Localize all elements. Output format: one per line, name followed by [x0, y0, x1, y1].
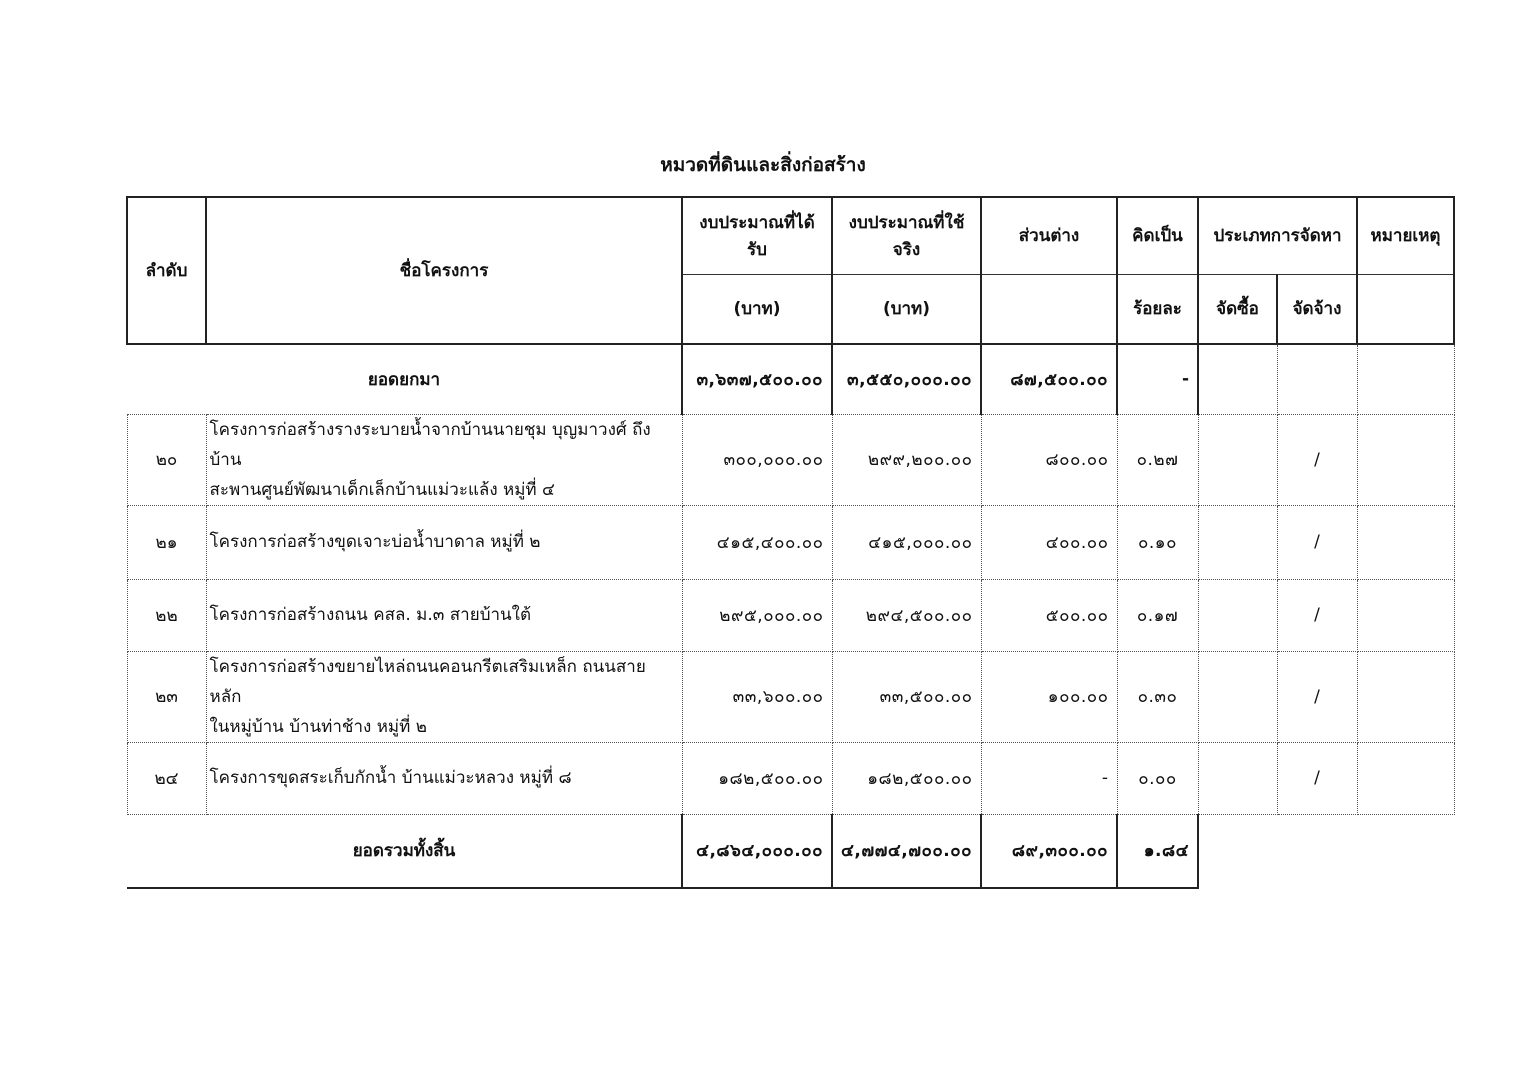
row-project-name — [206, 742, 682, 814]
header-budget-used-unit: (บาท) — [832, 274, 981, 344]
carry-forward-budget-used: ๓,๕๕๐,๐๐๐.๐๐ — [832, 344, 981, 414]
row-project-name — [206, 505, 682, 579]
total-row — [127, 814, 1454, 888]
row-project-name — [206, 414, 682, 505]
carry-forward-percent: - — [1117, 344, 1198, 414]
row-percent: ๐.๑๗ — [1117, 579, 1198, 651]
row-hire: / — [1277, 579, 1357, 651]
total-percent: ๑.๘๔ — [1117, 814, 1198, 888]
header-row-top — [127, 197, 1454, 274]
total-budget-received: ๔,๘๖๔,๐๐๐.๐๐ — [682, 814, 832, 888]
row-percent: ๐.๒๗ — [1117, 414, 1198, 505]
row-budget-used: ๑๘๒,๕๐๐.๐๐ — [832, 742, 981, 814]
header-remark: หมายเหตุ — [1357, 197, 1454, 274]
row-purchase — [1198, 579, 1277, 651]
table-row — [127, 505, 1454, 579]
row-purchase — [1198, 742, 1277, 814]
header-percent-unit: ร้อยละ — [1117, 274, 1198, 344]
total-budget-used: ๔,๗๗๔,๗๐๐.๐๐ — [832, 814, 981, 888]
header-hire: จัดจ้าง — [1277, 274, 1357, 344]
table-row — [127, 742, 1454, 814]
row-budget-used: ๒๙๙,๒๐๐.๐๐ — [832, 414, 981, 505]
row-purchase — [1198, 505, 1277, 579]
header-no: ลำดับ — [127, 197, 206, 344]
row-name-line2: สะพานศูนย์พัฒนาเด็กเล็กบ้านแม่วะแล้ง หมู่ที่ ๔ — [209, 479, 555, 500]
row-no: ๒๓ — [127, 651, 206, 742]
row-remark — [1357, 414, 1454, 505]
table-row — [127, 651, 1454, 742]
header-budget-received: งบประมาณที่ได้รับ — [682, 197, 832, 274]
carry-forward-difference: ๘๗,๕๐๐.๐๐ — [981, 344, 1117, 414]
row-difference: ๔๐๐.๐๐ — [981, 505, 1117, 579]
header-budget-received-unit: (บาท) — [682, 274, 832, 344]
row-purchase — [1198, 651, 1277, 742]
total-blank-hire — [1277, 814, 1357, 888]
row-no: ๒๒ — [127, 579, 206, 651]
total-label: ยอดรวมทั้งสิ้น — [127, 814, 682, 888]
row-name-line2: ในหมู่บ้าน บ้านท่าช้าง หมู่ที่ ๒ — [209, 716, 427, 737]
row-project-name — [206, 579, 682, 651]
table-row — [127, 579, 1454, 651]
row-percent: ๐.๓๐ — [1117, 651, 1198, 742]
row-budget-received: ๓๐๐,๐๐๐.๐๐ — [682, 414, 832, 505]
carry-forward-purchase — [1198, 344, 1277, 414]
carry-forward-remark — [1357, 344, 1454, 414]
row-difference: ๘๐๐.๐๐ — [981, 414, 1117, 505]
row-hire: / — [1277, 505, 1357, 579]
row-remark — [1357, 742, 1454, 814]
header-project-name: ชื่อโครงการ — [206, 197, 682, 344]
header-remark-blank — [1357, 274, 1454, 344]
row-difference: ๕๐๐.๐๐ — [981, 579, 1117, 651]
row-remark — [1357, 651, 1454, 742]
header-percent: คิดเป็น — [1117, 197, 1198, 274]
budget-table — [126, 196, 1455, 889]
table-row — [127, 414, 1454, 505]
total-difference: ๘๙,๓๐๐.๐๐ — [981, 814, 1117, 888]
row-budget-received: ๒๙๕,๐๐๐.๐๐ — [682, 579, 832, 651]
row-no: ๒๑ — [127, 505, 206, 579]
header-budget-used: งบประมาณที่ใช้จริง — [832, 197, 981, 274]
row-budget-received: ๓๓,๖๐๐.๐๐ — [682, 651, 832, 742]
row-hire: / — [1277, 742, 1357, 814]
row-no: ๒๔ — [127, 742, 206, 814]
row-difference: ๑๐๐.๐๐ — [981, 651, 1117, 742]
row-remark — [1357, 505, 1454, 579]
row-no: ๒๐ — [127, 414, 206, 505]
carry-forward-label: ยอดยกมา — [127, 344, 682, 414]
header-purchase: จัดซื้อ — [1198, 274, 1277, 344]
row-name-line1: โครงการก่อสร้างขยายไหล่ถนนคอนกรีตเสริมเหล็ก ถนนสายหลัก — [209, 656, 646, 707]
row-hire: / — [1277, 414, 1357, 505]
page-title: หมวดที่ดินและสิ่งก่อสร้าง — [660, 154, 866, 176]
row-budget-received: ๑๘๒,๕๐๐.๐๐ — [682, 742, 832, 814]
row-percent: ๐.๑๐ — [1117, 505, 1198, 579]
row-budget-used: ๒๙๔,๕๐๐.๐๐ — [832, 579, 981, 651]
carry-forward-hire — [1277, 344, 1357, 414]
row-name-line1: โครงการก่อสร้างถนน คสล. ม.๓ สายบ้านใต้ — [209, 605, 531, 625]
row-hire: / — [1277, 651, 1357, 742]
row-budget-used: ๓๓,๕๐๐.๐๐ — [832, 651, 981, 742]
row-percent: ๐.๐๐ — [1117, 742, 1198, 814]
header-difference-unit — [981, 274, 1117, 344]
header-procurement-type: ประเภทการจัดหา — [1198, 197, 1357, 274]
row-name-line1: โครงการก่อสร้างขุดเจาะบ่อน้ำบาดาล หมู่ที่ ๒ — [209, 532, 541, 552]
row-project-name — [206, 651, 682, 742]
row-budget-used: ๔๑๕,๐๐๐.๐๐ — [832, 505, 981, 579]
total-blank-purchase — [1198, 814, 1277, 888]
carry-forward-row — [127, 344, 1454, 414]
total-blank-remark — [1357, 814, 1454, 888]
row-remark — [1357, 579, 1454, 651]
row-purchase — [1198, 414, 1277, 505]
row-difference: - — [981, 742, 1117, 814]
carry-forward-budget-received: ๓,๖๓๗,๕๐๐.๐๐ — [682, 344, 832, 414]
row-name-line1: โครงการก่อสร้างรางระบายน้ำจากบ้านนายชุม บุญมาวงศ์ ถึงบ้าน — [209, 419, 651, 470]
row-budget-received: ๔๑๕,๔๐๐.๐๐ — [682, 505, 832, 579]
row-name-line1: โครงการขุดสระเก็บกักน้ำ บ้านแม่วะหลวง หมู่ที่ ๘ — [209, 768, 572, 788]
header-difference: ส่วนต่าง — [981, 197, 1117, 274]
